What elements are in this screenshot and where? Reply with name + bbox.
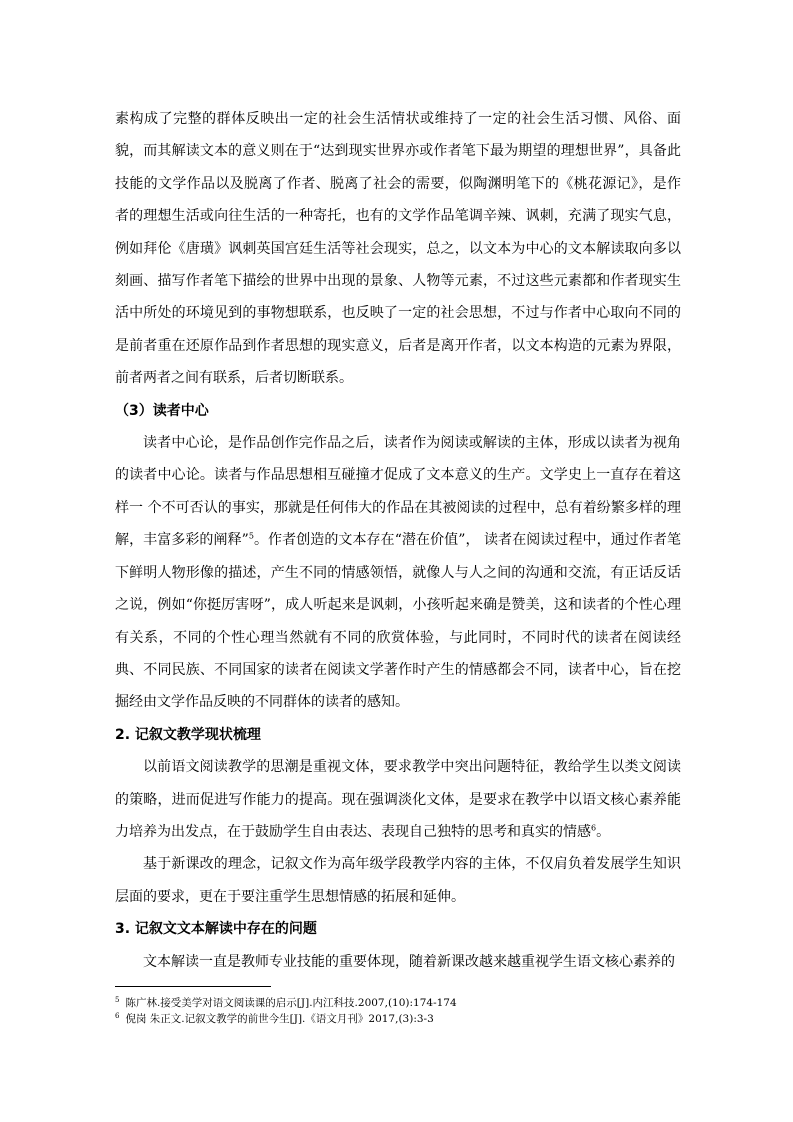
footnote-6-mark: 6 [115,1011,120,1020]
footnote-6-text: 倪岗 朱正文.记叙文教学的前世今生[J].《语文月刊》2017,(3):3-3 [125,1013,434,1025]
heading-section-3: 3. 记叙文文本解读中存在的问题 [115,921,317,938]
body-text [115,103,681,978]
heading-section-2: 2. 记叙文教学现状梳理 [115,726,261,743]
footnotes [115,995,681,1027]
footnote-5 [115,995,681,1011]
footnote-5-mark: 5 [115,995,120,1004]
footnote-separator [115,986,271,987]
paragraph-section-2a-text: 以前语文阅读教学的思潮是重视文体，要求教学中突出问题特征，教给学生以类文阅读的策略，进而促进写作能力的提高。现在强调淡化文体，是要求在教学中以语文核心素养能力培养为出发点，在于鼓励学生自由表达、表现自己独特的思考和真实的情感 [115,759,681,840]
paragraph-reader-center-text-b: 。作者创造的文本存在“潜在价值”， 读者在阅读过程中，通过作者笔下鲜明人物形像的描述，产生不同的情感领悟，就像人与人之间的沟通和交流，有正话反话之说，例如“你挺厉害呀”，成人听起来是讽刺，小孩听起来确是赞美，这和读者的个性心理有关系，不同的个性心理当然就有不同的欣赏体验，与此同时，不同时代的读者在阅读经典、不同民族、不同国家的读者在阅读文学著作时产生的情感都会不同，读者中心，旨在挖掘经由文学作品反映的不同群体的读者的感知。 [115,532,681,711]
heading-reader-center: （3）读者中心 [115,402,209,419]
paragraph-text-centered: 素构成了完整的群体反映出一定的社会生活情状或维持了一定的社会生活习惯、风俗、面貌，而其解读文本的意义则在于“达到现实世界亦或作者笔下最为期望的理想世界”，具备此技能的文学作品以及脱离了作者、脱离了社会的需要，似陶渊明笔下的《桃花源记》，是作者的理想生活或向往生活的一种寄托，也有的文学作品笔调辛辣、讽刺，充满了现实气息，例如拜伦《唐璜》讽刺英国宫廷生活等社会现实，总之，以文本为中心的文本解读取向多以刻画、描写作者笔下描绘的世界中出现的景象、人物等元素，不过这些元素都和作者现实生活中所处的环境见到的事物想联系，也反映了一定的社会思想，不过与作者中心取向不同的是前者重在还原作品到作者思想的现实意义，后者是离开作者，以文本构造的元素为界限，前者两者之间有联系，后者切断联系。 [115,111,681,387]
paragraph-section-3: 文本解读一直是教师专业技能的重要体现，随着新课改越来越重视学生语文核心素养的 [143,953,675,970]
footnote-5-text: 陈广林.接受美学对语文阅读课的启示[J].内江科技.2007,(10):174-174 [125,997,457,1009]
paragraph-section-2b: 基于新课改的理念，记叙文作为高年级学段教学内容的主体，不仅肩负着发展学生知识层面的要求，更在于要注重学生思想情感的拓展和延伸。 [115,856,681,905]
footnote-6 [115,1011,681,1027]
paragraph-section-2a [115,751,681,848]
footnote-ref-5: 5 [248,531,254,541]
paragraph-reader-center-text-a: 读者中心论，是作品创作完作品之后，读者作为阅读或解读的主体，形成以读者为视角的读者中心论。读者与作品思想相互碰撞才促成了文本意义的生产。文学史上一直存在着这样一 个不可否认的事实，那就是任何伟大的作品在其被阅读的过程中，总有着纷繁多样的理解，丰富多彩的阐释” [115,435,681,549]
paragraph-section-2a-end: 。 [596,823,611,840]
paragraph-reader-center [115,427,681,719]
footnote-ref-6: 6 [591,823,597,833]
